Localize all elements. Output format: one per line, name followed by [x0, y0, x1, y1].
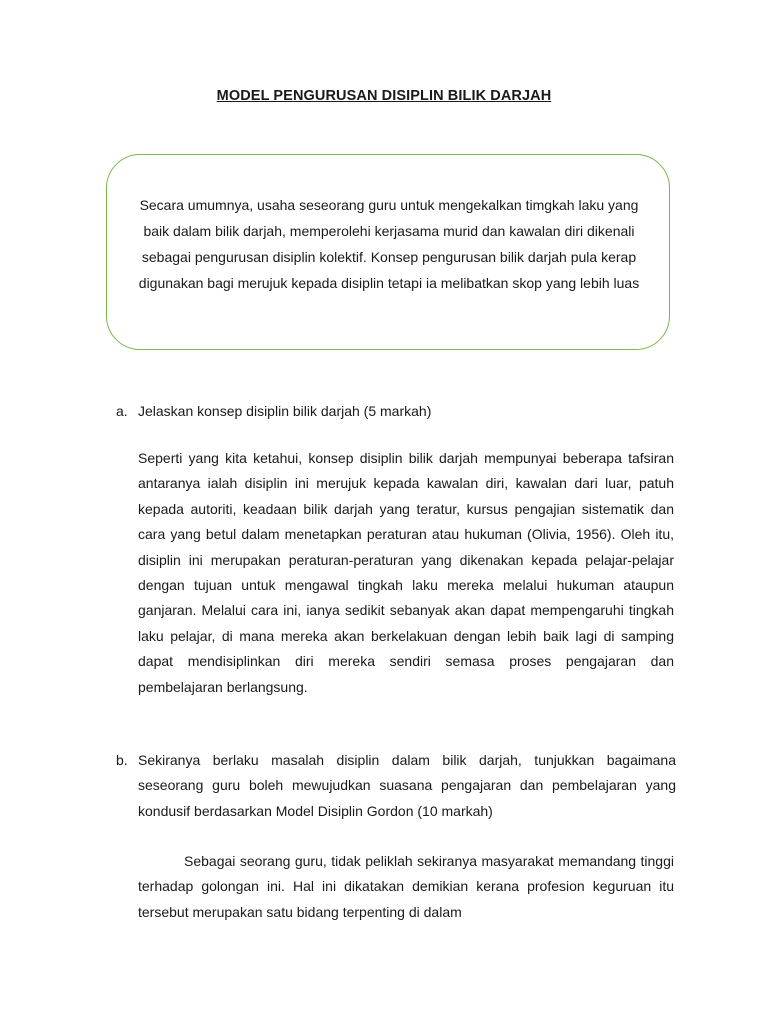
answer-b-paragraph: Sebagai seorang guru, tidak peliklah sekiranya masyarakat memandang tinggi terhadap golongan ini. Hal ini dikatakan demikian kerana profesion keguruan itu tersebut merupakan satu bidang terpenting di dalam: [138, 853, 674, 920]
document-title: MODEL PENGURUSAN DISIPLIN BILIK DARJAH: [216, 88, 552, 104]
intro-box-text: Secara umumnya, usaha seseorang guru untuk mengekalkan timgkah laku yang baik dalam bilik darjah, memperolehi kerjasama murid dan kawalan diri dikenali sebagai pengurusan disiplin kolektif. Konsep pengurusan bilik darjah pula kerap digunakan bagi merujuk kepada disiplin tetapi ia melibatkan skop yang lebih luas: [138, 197, 640, 291]
question-a-marker: a.: [116, 403, 128, 419]
question-a-text: Jelaskan konsep disiplin bilik darjah (5 markah): [138, 403, 432, 419]
question-b-marker: b.: [116, 752, 128, 768]
question-b: [116, 748, 676, 824]
question-b-text: Sekiranya berlaku masalah disiplin dalam bilik darjah, tunjukkan bagaimana seseorang guru boleh mewujudkan suasana pengajaran dan pembelajaran yang kondusif berdasarkan Model Disiplin Gordon (10 markah): [138, 752, 676, 819]
question-a: [116, 398, 676, 424]
answer-a-paragraph: Seperti yang kita ketahui, konsep disiplin bilik darjah mempunyai beberapa tafsiran antaranya ialah disiplin ini merujuk kepada kawalan diri, kawalan dari luar, patuh kepada autoriti, keadaan bilik darjah yang teratur, kursus pengajian sistematik dan cara yang betul dalam menetapkan peraturan atau hukuman (Olivia, 1956). Oleh itu, disiplin ini merupakan peraturan-peraturan yang dikenakan kepada pelajar-pelajar dengan tujuan untuk mengawal tingkah laku mereka melalui hukuman ataupun ganjaran. Melalui cara ini, ianya sedikit sebanyak akan dapat mempengaruhi tingkah laku pelajar, di mana mereka akan berkelakuan dengan lebih baik lagi di samping dapat mendisiplinkan diri mereka sendiri semasa proses pengajaran dan pembelajaran berlangsung.: [138, 450, 674, 695]
